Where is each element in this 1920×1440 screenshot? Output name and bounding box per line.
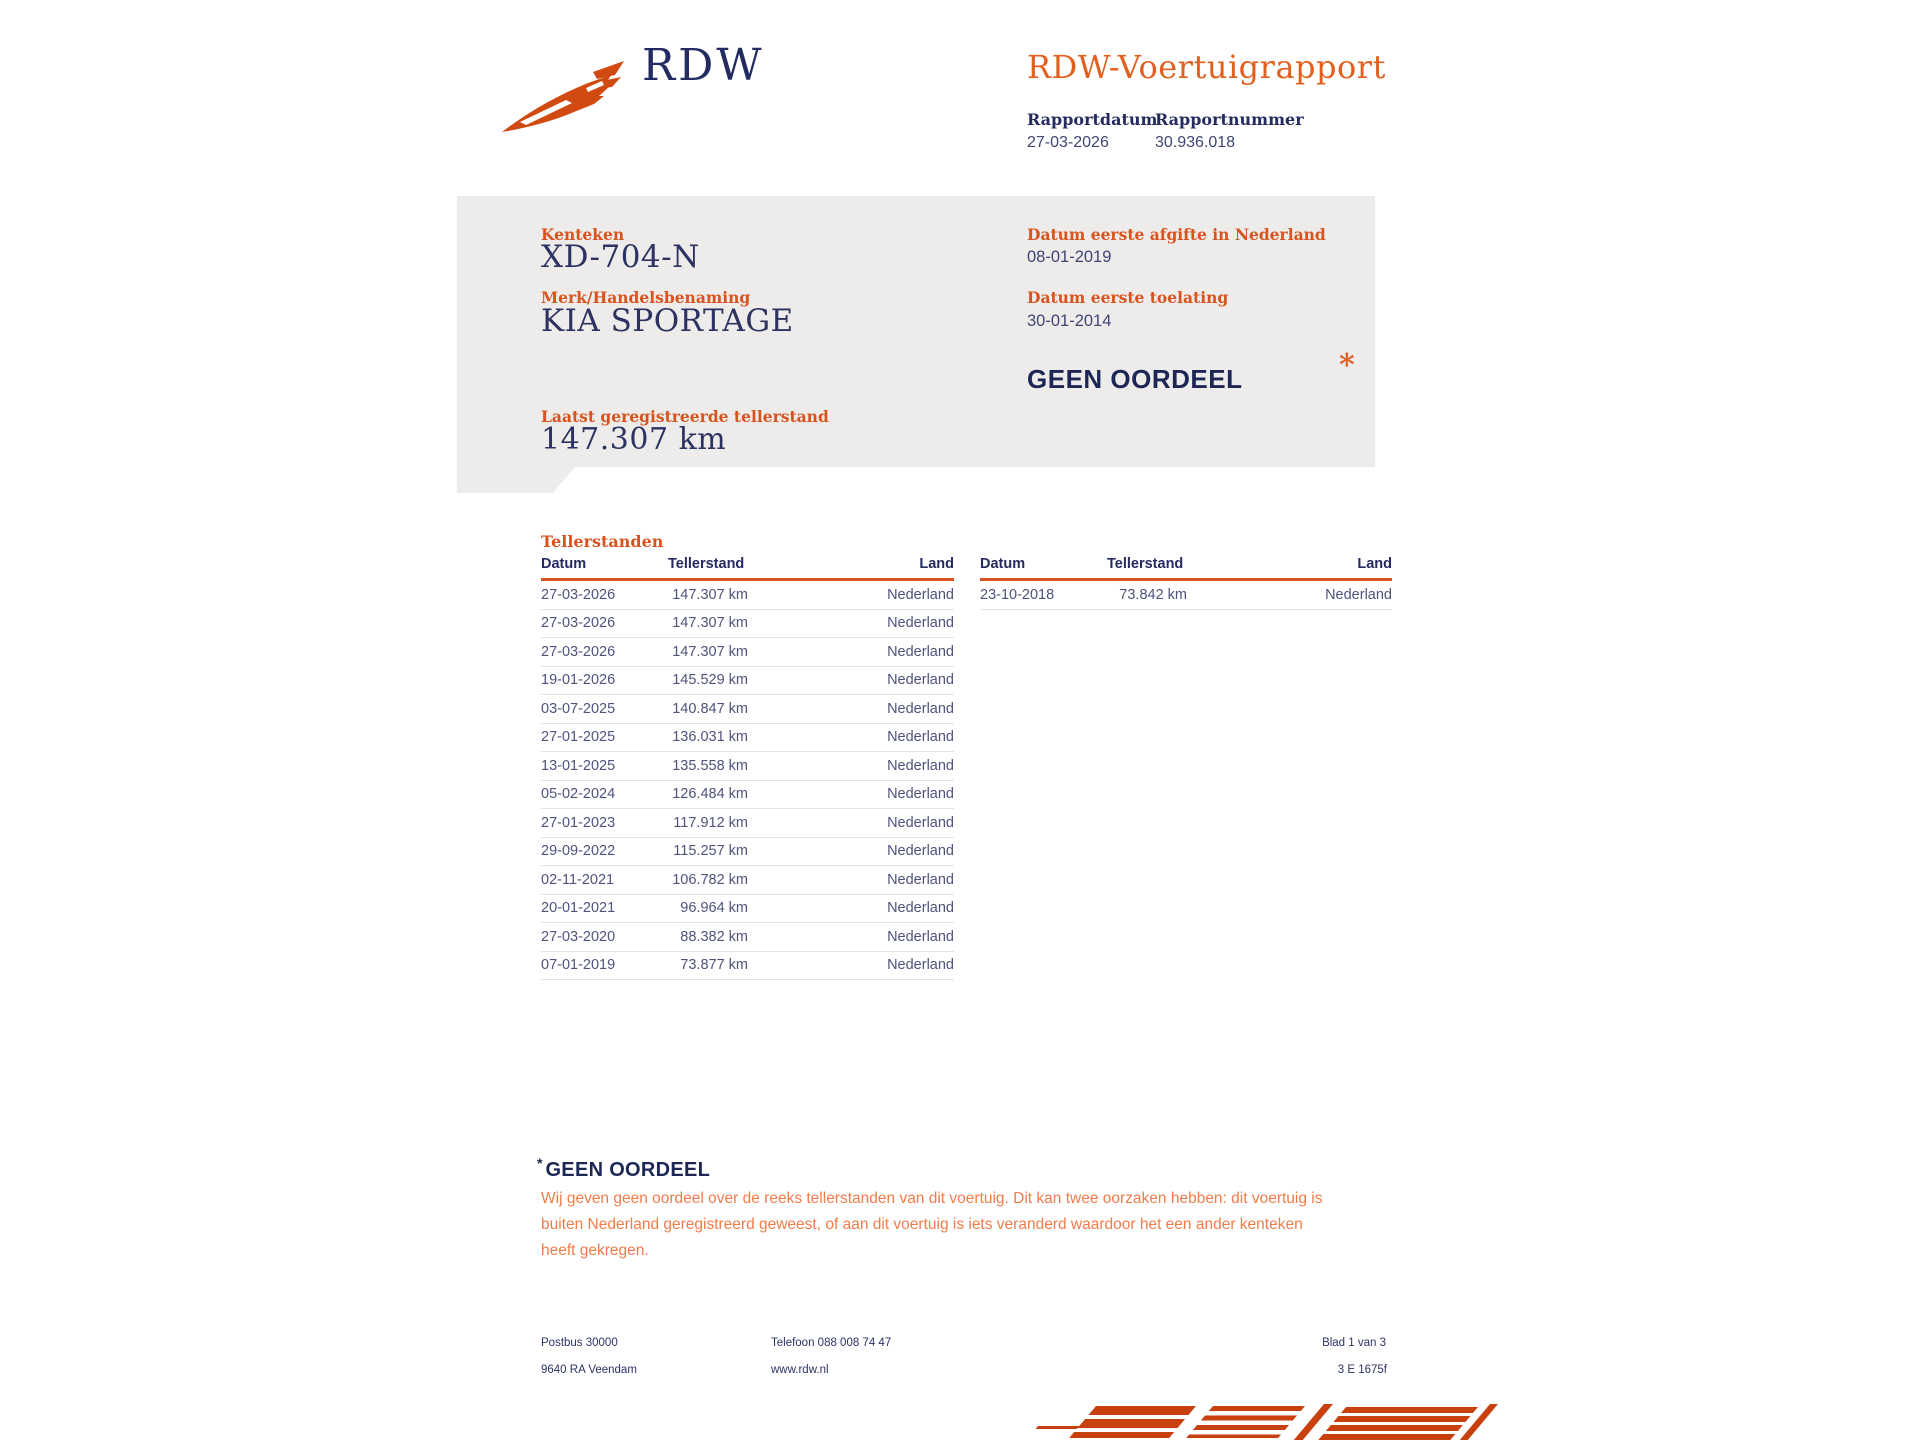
tellerstanden-section-title: Tellerstanden	[541, 532, 664, 551]
footer-address-line1: Postbus 30000	[541, 1337, 618, 1349]
col-header-datum: Datum	[541, 556, 587, 572]
table-row	[541, 809, 954, 838]
report-number-value: 30.936.018	[1155, 134, 1236, 151]
vehicle-summary-box	[457, 196, 1375, 467]
cell-tellerstand: 88.382 km	[680, 928, 748, 945]
cell-tellerstand: 73.842 km	[1119, 586, 1187, 603]
rdw-wordmark: RDW	[642, 40, 765, 91]
cell-tellerstand: 135.558 km	[672, 757, 748, 774]
kenteken-value: XD-704-N	[541, 239, 700, 275]
cell-land: Nederland	[887, 843, 954, 860]
cell-land: Nederland	[887, 757, 954, 774]
report-title: RDW-Voertuigrapport	[1027, 48, 1386, 86]
report-date-label: Rapportdatum	[1027, 110, 1158, 129]
report-number-label: Rapportnummer	[1155, 110, 1304, 129]
table-header-row	[980, 556, 1392, 581]
cell-tellerstand: 145.529 km	[672, 672, 748, 689]
footer-form-code: 3 E 1675f	[1337, 1364, 1387, 1376]
cell-tellerstand: 147.307 km	[672, 615, 748, 632]
cell-datum: 27-03-2026	[541, 615, 616, 632]
cell-datum: 29-09-2022	[541, 843, 616, 860]
cell-datum: 23-10-2018	[980, 586, 1055, 603]
merk-value: KIA SPORTAGE	[541, 303, 794, 339]
table-row	[541, 695, 954, 724]
cell-tellerstand: 126.484 km	[672, 786, 748, 803]
footer-page-number: Blad 1 van 3	[1322, 1337, 1386, 1349]
asterisk-icon: *	[537, 1155, 543, 1171]
eerste-toelating-label: Datum eerste toelating	[1027, 288, 1229, 307]
table-row	[541, 610, 954, 639]
cell-datum: 20-01-2021	[541, 900, 616, 917]
cell-tellerstand: 96.964 km	[680, 900, 748, 917]
cell-land: Nederland	[887, 729, 954, 746]
table-row	[980, 581, 1392, 610]
cell-land: Nederland	[887, 615, 954, 632]
cell-datum: 02-11-2021	[541, 871, 615, 888]
cell-datum: 27-01-2025	[541, 729, 616, 746]
table-row	[541, 923, 954, 952]
table-header-row	[541, 556, 954, 581]
rdw-logo-icon	[498, 50, 630, 134]
merk-label: Merk/Handelsbenaming	[541, 288, 751, 307]
table-row	[541, 866, 954, 895]
table-row	[541, 724, 954, 753]
cell-land: Nederland	[887, 700, 954, 717]
col-header-land: Land	[1357, 556, 1392, 572]
cell-datum: 03-07-2025	[541, 700, 616, 717]
cell-land: Nederland	[887, 957, 954, 974]
cell-datum: 27-03-2026	[541, 586, 616, 603]
cell-land: Nederland	[887, 928, 954, 945]
table-row	[541, 667, 954, 696]
table-row	[541, 581, 954, 610]
cell-land: Nederland	[887, 643, 954, 660]
table-row	[541, 895, 954, 924]
stripe-block	[1318, 1407, 1478, 1440]
cell-tellerstand: 147.307 km	[672, 586, 748, 603]
cell-land: Nederland	[887, 786, 954, 803]
footer-website: www.rdw.nl	[771, 1364, 829, 1376]
cell-land: Nederland	[887, 871, 954, 888]
asterisk-icon: *	[1339, 348, 1355, 383]
eerste-afgifte-label: Datum eerste afgifte in Nederland	[1027, 225, 1326, 244]
table-row	[541, 838, 954, 867]
footer-phone: Telefoon 088 008 74 47	[771, 1337, 892, 1349]
cell-tellerstand: 117.912 km	[673, 814, 748, 831]
summary-box-tail	[457, 467, 575, 493]
footer-stripe-graphic	[1038, 1404, 1508, 1440]
cell-tellerstand: 115.257 km	[673, 843, 748, 860]
report-date-value: 27-03-2026	[1027, 134, 1109, 151]
footer-address-line2: 9640 RA Veendam	[541, 1364, 637, 1376]
cell-land: Nederland	[887, 814, 954, 831]
kenteken-label: Kenteken	[541, 225, 625, 244]
table-row	[541, 752, 954, 781]
cell-land: Nederland	[887, 672, 954, 689]
table-row	[541, 952, 954, 981]
tellerstanden-table-right	[980, 556, 1392, 610]
cell-land: Nederland	[1325, 586, 1392, 603]
footnote-body-text: Wij geven geen oordeel over de reeks tellerstanden van dit voertuig. Dit kan twee oorzaken hebben: dit voertuig is buiten Nederland geregistreerd geweest, of aan dit voertuig is iets veranderd waardoor het een ander kenteken heeft gekregen.	[541, 1190, 1323, 1259]
eerste-toelating-value: 30-01-2014	[1027, 312, 1112, 330]
stripe-block	[1186, 1406, 1305, 1438]
cell-datum: 27-03-2020	[541, 928, 616, 945]
laatste-tellerstand-value: 147.307 km	[541, 422, 727, 457]
cell-land: Nederland	[887, 586, 954, 603]
stripe-block	[1069, 1406, 1196, 1438]
col-header-land: Land	[919, 556, 954, 572]
cell-land: Nederland	[887, 900, 954, 917]
cell-tellerstand: 136.031 km	[672, 729, 748, 746]
cell-tellerstand: 73.877 km	[680, 957, 748, 974]
col-header-datum: Datum	[980, 556, 1026, 572]
table-row	[541, 638, 954, 667]
cell-datum: 27-01-2023	[541, 814, 616, 831]
cell-tellerstand: 106.782 km	[672, 871, 748, 888]
cell-datum: 07-01-2019	[541, 957, 616, 974]
oordeel-status: GEEN OORDEEL	[1027, 364, 1243, 394]
cell-datum: 27-03-2026	[541, 643, 616, 660]
cell-datum: 05-02-2024	[541, 786, 616, 803]
cell-datum: 13-01-2025	[541, 757, 616, 774]
eerste-afgifte-value: 08-01-2019	[1027, 248, 1112, 266]
col-header-tellerstand: Tellerstand	[1107, 556, 1184, 572]
tellerstanden-table-left	[541, 556, 954, 980]
table-row	[541, 781, 954, 810]
cell-tellerstand: 140.847 km	[672, 700, 748, 717]
cell-tellerstand: 147.307 km	[672, 643, 748, 660]
footnote-heading	[537, 1155, 710, 1182]
cell-datum: 19-01-2026	[541, 672, 616, 689]
footnote-title: GEEN OORDEEL	[545, 1159, 711, 1181]
col-header-tellerstand: Tellerstand	[668, 556, 745, 572]
laatste-tellerstand-label: Laatst geregistreerde tellerstand	[541, 407, 829, 426]
